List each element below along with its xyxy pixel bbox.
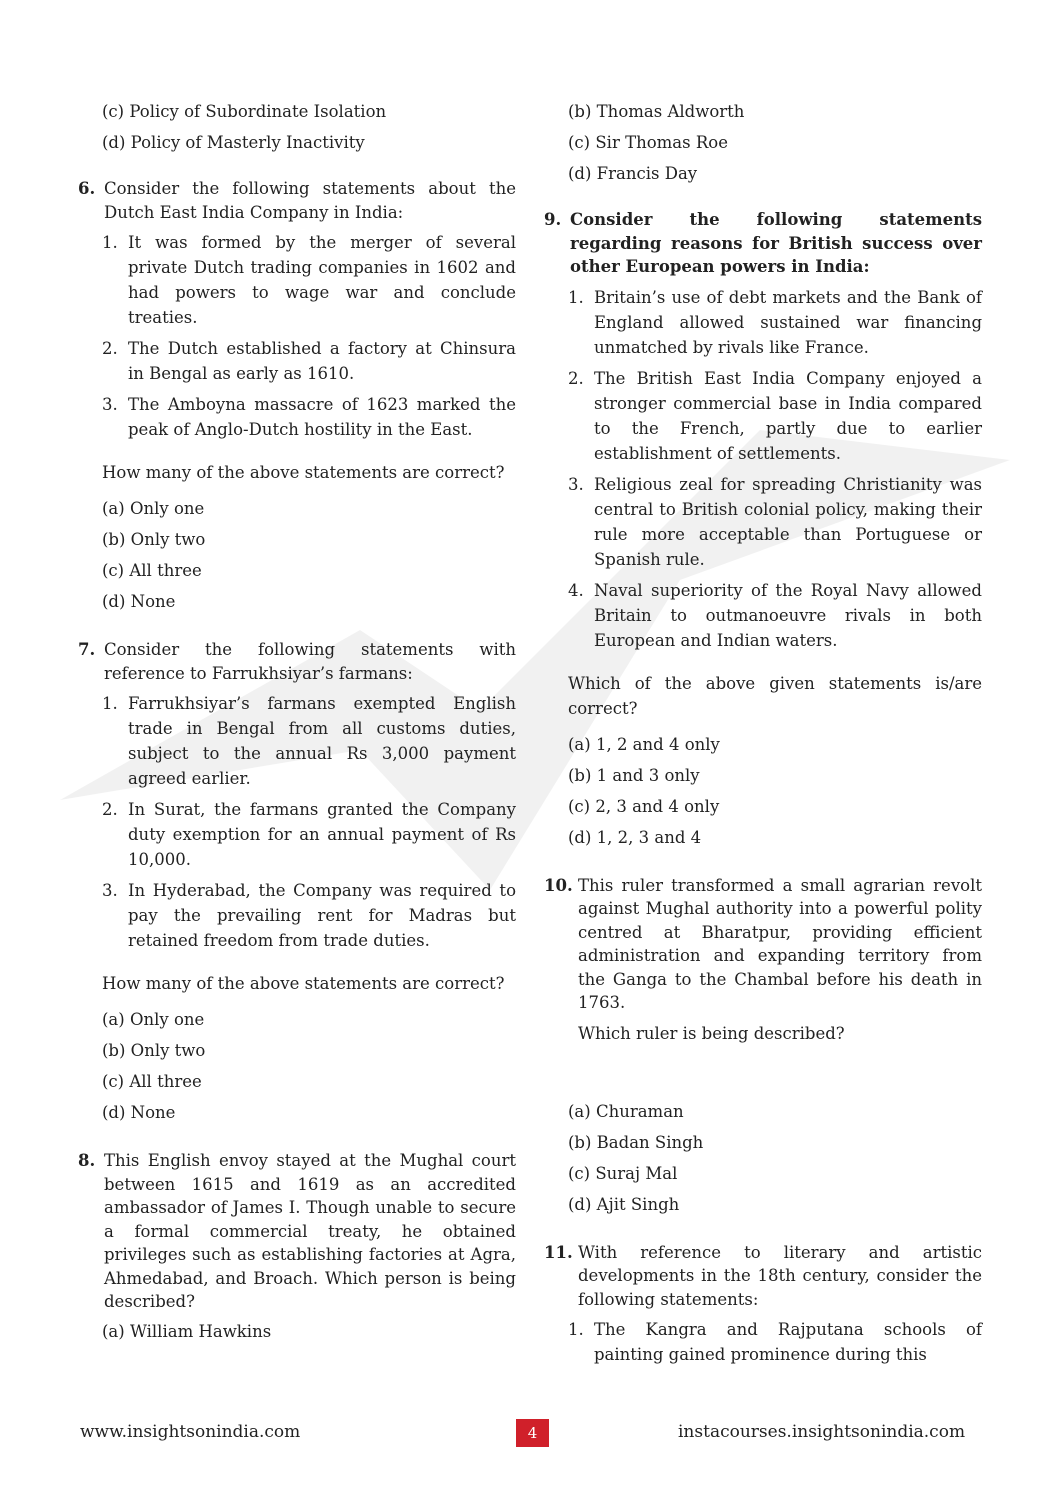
statement-number: 4.	[568, 580, 584, 600]
statement-number: 3.	[102, 881, 118, 900]
answer-option[interactable]: (d) Policy of Masterly Inactivity	[102, 133, 365, 152]
question-stem: Consider the following statements with reference to Farrukhsiyar’s farmans:	[104, 640, 516, 683]
statement-number: 3.	[568, 474, 584, 494]
answer-option[interactable]: (b) Only two	[102, 1041, 206, 1060]
question-prompt: How many of the above statements are correct?	[102, 974, 505, 993]
statement-text: The Kangra and Rajputana schools of painting gained prominence during this	[594, 1320, 982, 1364]
question-number: 9.	[544, 210, 562, 229]
answer-option[interactable]: (b) 1 and 3 only	[568, 765, 700, 785]
options-list	[78, 1320, 516, 1344]
question-number: 6.	[78, 179, 96, 198]
statement-text: Britain’s use of debt markets and the Bank of England allowed sustained war financing unmatched by rivals like France.	[594, 287, 982, 357]
statement	[102, 230, 516, 330]
question-number: 10.	[544, 875, 573, 895]
continued-options	[78, 100, 516, 155]
right-column	[544, 100, 982, 1391]
question-prompt: How many of the above statements are correct?	[102, 463, 505, 482]
question-block	[78, 177, 516, 614]
statement	[102, 336, 516, 386]
options-list	[78, 1008, 516, 1125]
statement-text: Farrukhsiyar’s farmans exempted English trade in Bengal from all customs duties, subject to the annual Rs 3,000 payment agreed earlier.	[128, 694, 516, 788]
answer-option[interactable]: (a) Only one	[102, 1010, 205, 1029]
question-stem: Consider the following statements about the Dutch East India Company in India:	[104, 179, 516, 222]
question-prompt: Which of the above given statements is/are correct?	[568, 673, 982, 718]
statement-number: 2.	[568, 368, 584, 388]
answer-option[interactable]: (a) 1, 2 and 4 only	[568, 734, 720, 754]
statement	[102, 691, 516, 791]
statement	[568, 1317, 982, 1367]
statement	[568, 472, 982, 572]
statement-number: 1.	[102, 233, 118, 252]
question-number: 7.	[78, 640, 96, 659]
footer-website-link[interactable]: www.insightsonindia.com	[80, 1422, 301, 1442]
footer-courses-link[interactable]: instacourses.insightsonindia.com	[678, 1422, 966, 1442]
question-block	[78, 1149, 516, 1344]
statement-text: In Hyderabad, the Company was required to pay the prevailing rent for Madras but retained freedom from trade duties.	[128, 881, 516, 950]
statement	[568, 366, 982, 466]
answer-option[interactable]: (c) Policy of Subordinate Isolation	[102, 102, 387, 121]
answer-option[interactable]: (a) Only one	[102, 499, 205, 518]
question-number: 11.	[544, 1242, 573, 1262]
answer-option[interactable]: (a) William Hawkins	[102, 1321, 272, 1341]
statement-text: It was formed by the merger of several private Dutch trading companies in 1602 and had powers to wage war and conclude treaties.	[128, 233, 516, 327]
question-stem: This English envoy stayed at the Mughal court between 1615 and 1619 as an accredited ambassador of James I. Though unable to secure a formal commercial treaty, he obtained privileges such as establishing factories at Agra, Ahmedabad, and Broach. Which person is being described?	[104, 1151, 516, 1311]
statement	[102, 878, 516, 953]
statement	[568, 578, 982, 653]
question-stem: This ruler transformed a small agrarian revolt against Mughal authority into a powerful polity centred at Bharatpur, providing efficient administration and expanding territory from the Ganga to the Chambal before his death in 1763.	[578, 875, 982, 1012]
statement	[102, 797, 516, 872]
options-list	[544, 1100, 982, 1217]
answer-option[interactable]: (d) None	[102, 592, 176, 611]
question-block	[78, 638, 516, 1125]
answer-option[interactable]: (a) Churaman	[568, 1101, 684, 1121]
question-block	[544, 208, 982, 850]
answer-option[interactable]: (d) Francis Day	[568, 164, 698, 183]
answer-option[interactable]: (b) Thomas Aldworth	[568, 102, 745, 121]
statement-text: Naval superiority of the Royal Navy allowed Britain to outmanoeuvre rivals in both European and Indian waters.	[594, 580, 982, 650]
answer-option[interactable]: (b) Badan Singh	[568, 1132, 704, 1152]
answer-option[interactable]: (c) Sir Thomas Roe	[568, 133, 728, 152]
answer-option[interactable]: (d) 1, 2, 3 and 4	[568, 827, 702, 847]
statement-number: 1.	[568, 287, 584, 307]
answer-option[interactable]: (c) All three	[102, 1072, 202, 1091]
question-prompt: Which ruler is being described?	[578, 1023, 845, 1043]
question-block	[544, 874, 982, 1217]
page-number: 4	[516, 1419, 549, 1447]
left-column	[78, 100, 516, 1368]
answer-option[interactable]: (c) 2, 3 and 4 only	[568, 796, 720, 816]
statement-number: 1.	[102, 694, 118, 713]
statement	[568, 285, 982, 360]
question-number: 8.	[78, 1151, 96, 1170]
statement-text: The Dutch established a factory at Chinsura in Bengal as early as 1610.	[128, 339, 516, 383]
statement-number: 1.	[568, 1320, 584, 1339]
statement-number: 3.	[102, 395, 118, 414]
answer-option[interactable]: (c) All three	[102, 561, 202, 580]
options-list	[544, 733, 982, 850]
question-stem: With reference to literary and artistic developments in the 18th century, consider the following statements:	[578, 1242, 982, 1309]
statement-number: 2.	[102, 800, 118, 819]
statement	[102, 392, 516, 442]
statement-text: Religious zeal for spreading Christianity was central to British colonial policy, making their rule more acceptable than Portuguese or Spanish rule.	[594, 474, 982, 569]
question-block	[544, 1241, 982, 1368]
answer-option[interactable]: (d) None	[102, 1103, 176, 1122]
statement-number: 2.	[102, 339, 118, 358]
statement-text: The British East India Company enjoyed a stronger commercial base in India compared to the French, partly due to earlier establishment of settlements.	[594, 368, 982, 463]
answer-option[interactable]: (c) Suraj Mal	[568, 1163, 678, 1183]
statement-text: In Surat, the farmans granted the Company duty exemption for an annual payment of Rs 10,000.	[128, 800, 516, 869]
options-list	[78, 497, 516, 614]
continued-options	[544, 100, 982, 186]
answer-option[interactable]: (d) Ajit Singh	[568, 1194, 680, 1214]
statement-text: The Amboyna massacre of 1623 marked the peak of Anglo-Dutch hostility in the East.	[128, 395, 516, 439]
question-stem: Consider the following statements regarding reasons for British success over other European powers in India:	[570, 210, 982, 276]
answer-option[interactable]: (b) Only two	[102, 530, 206, 549]
